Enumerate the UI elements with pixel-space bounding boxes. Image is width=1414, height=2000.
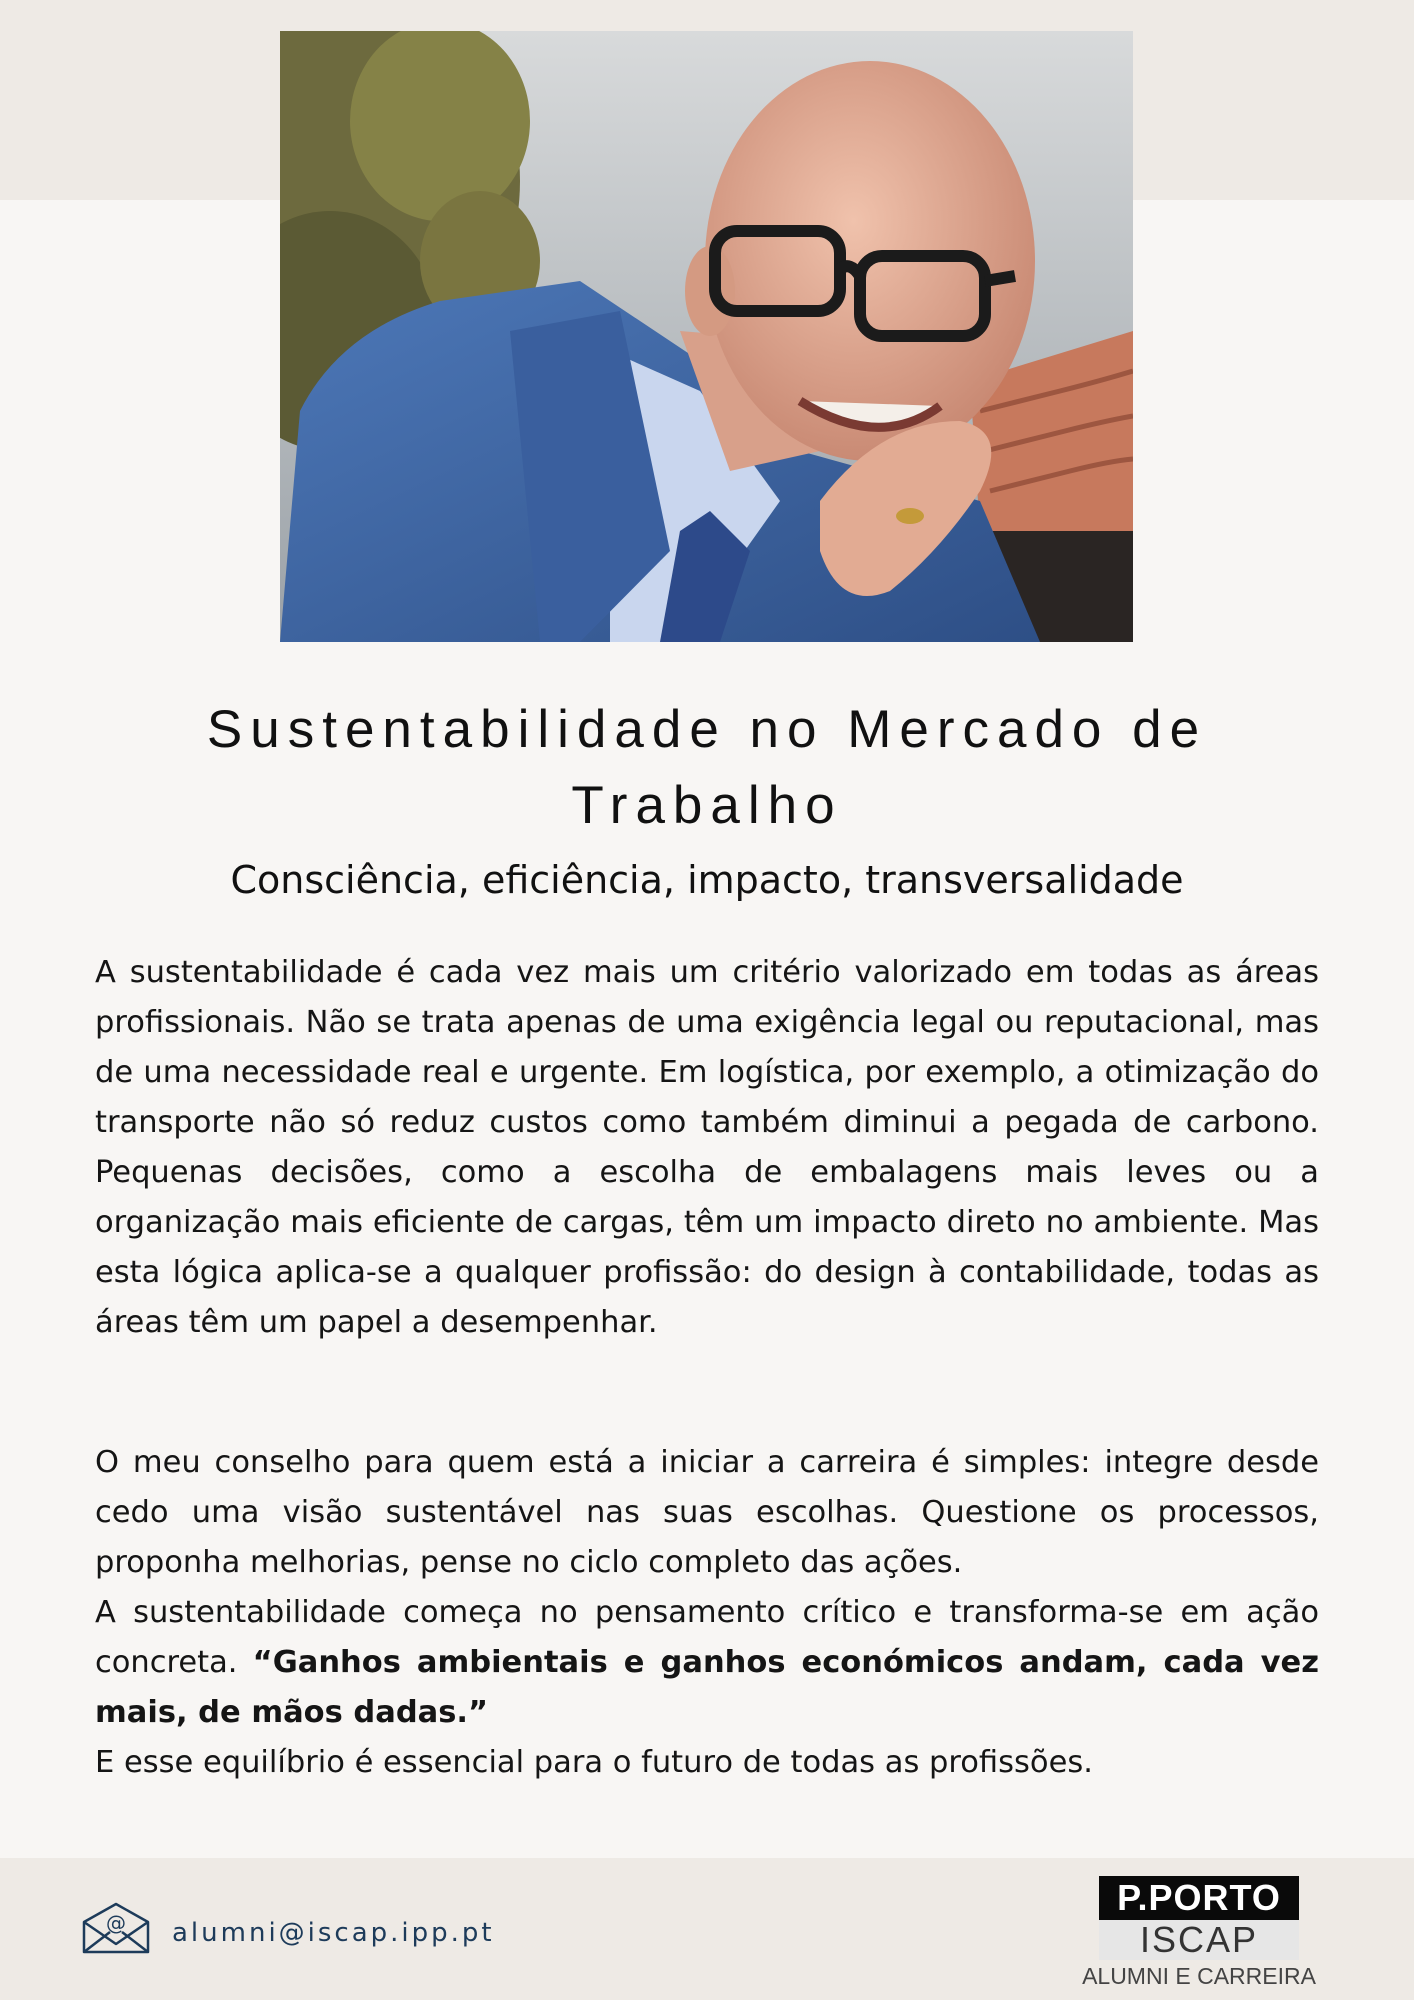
logo-iscap: ISCAP	[1099, 1920, 1299, 1960]
envelope-at-icon	[80, 1900, 152, 1956]
pporto-iscap-logo	[1082, 1874, 1316, 1994]
paragraph-2-advice: O meu conselho para quem está a iniciar a carreira é simples: integre desde cedo uma visão sustentável nas suas escolhas. Questione os processos, proponha melhorias, pense no ciclo completo das ações.	[95, 1445, 1319, 1580]
highlight-quote: “Ganhos ambientais e ganhos económicos andam, cada vez mais, de mãos dadas.”	[95, 1645, 1319, 1730]
article-title	[100, 692, 1314, 844]
paragraph-2-critical-thinking: A sustentabilidade começa no pensamento crítico e transforma-se em ação concreta.	[95, 1595, 1319, 1680]
title-line-1: Sustentabilidade no Mercado de	[206, 700, 1208, 759]
paragraph-1: A sustentabilidade é cada vez mais um critério valorizado em todas as áreas profissionais. Não se trata apenas de uma exigência legal ou reputacional, mas de uma necessidade real e urgente. Em logística, por exemplo, a otimização do transporte não só reduz custos como também diminui a pegada de carbono. Pequenas decisões, como a escolha de embalagens mais leves ou a organização mais eficiente de cargas, têm um impacto direto no ambiente. Mas esta lógica aplica-se a qualquer profissão: do design à contabilidade, todas as áreas têm um papel a desempenhar.	[95, 955, 1319, 1340]
title-line-2: Trabalho	[571, 776, 843, 835]
email-link[interactable]: alumni@iscap.ipp.pt	[172, 1918, 495, 1948]
logo-pporto: P.PORTO	[1099, 1876, 1299, 1920]
logo-alumni-carreira: ALUMNI E CARREIRA	[1082, 1963, 1316, 1989]
paragraph-2-closing: E esse equilíbrio é essencial para o futuro de todas as profissões.	[95, 1745, 1093, 1780]
svg-text:@: @	[106, 1911, 126, 1935]
paragraph-2	[95, 1438, 1319, 1788]
portrait-photo	[280, 31, 1133, 642]
article-subtitle: Consciência, eficiência, impacto, transversalidade	[230, 858, 1184, 902]
